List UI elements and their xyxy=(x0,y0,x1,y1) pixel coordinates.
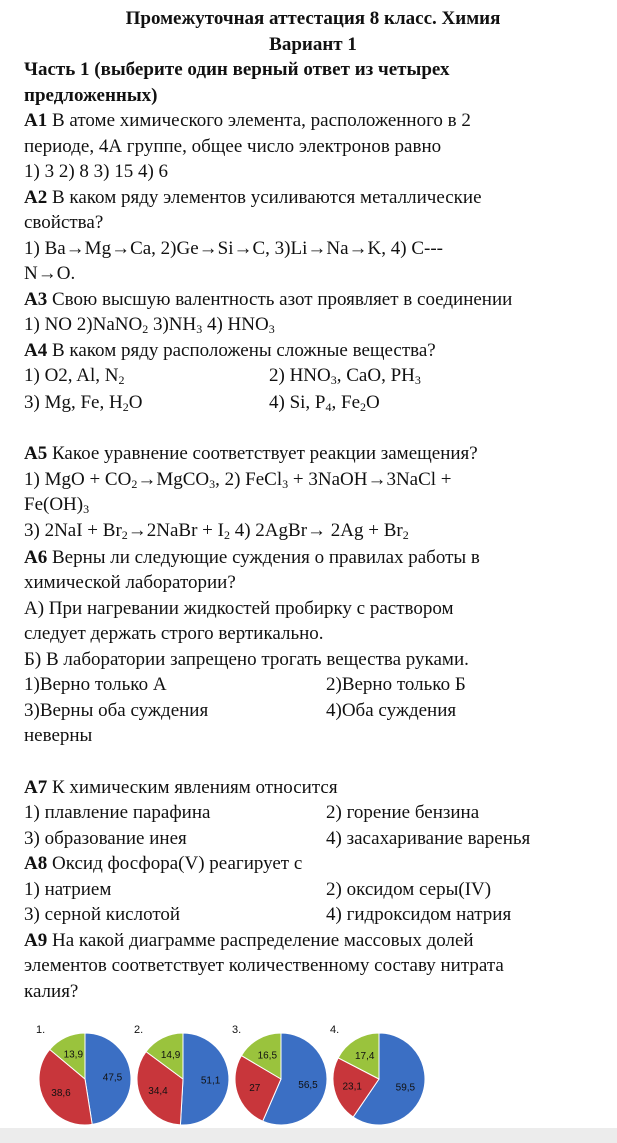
pie-chart-3 xyxy=(230,1024,328,1129)
question-a7 xyxy=(24,775,602,801)
question-a7-options-row1: 1) плавление парафина 2) горение бензина xyxy=(24,802,480,823)
part1-heading-line1: Часть 1 (выберите один верный ответ из четырех xyxy=(24,59,450,80)
pie-chart-number: 2. xyxy=(134,1024,144,1036)
worksheet xyxy=(24,6,602,1004)
question-a6-label: А6 xyxy=(24,546,48,568)
question-a3 xyxy=(24,287,602,313)
question-a7-text: К химическим явлениям относится xyxy=(47,776,338,798)
question-a8-options-row1: 1) натрием 2) оксидом серы(IV) xyxy=(24,878,492,900)
question-a8-label: А8 xyxy=(24,853,48,874)
variant-title: Вариант 1 xyxy=(269,33,357,55)
pie-data-label: 23,1 xyxy=(342,1081,362,1093)
pie-chart-number: 1. xyxy=(36,1024,46,1036)
question-a6 xyxy=(24,545,602,571)
question-a1-text: В атоме химического элемента, расположенного в 2 xyxy=(47,110,471,131)
option-1: 1) O2, Al, $N_2$ xyxy=(24,365,125,387)
footer-bar xyxy=(0,1128,617,1143)
question-a9 xyxy=(24,928,602,954)
question-a5 xyxy=(24,441,602,467)
question-a9-text-3: калия? xyxy=(24,980,79,1002)
pie-data-label: 16,5 xyxy=(257,1050,278,1062)
question-a7-label: А7 xyxy=(24,776,48,798)
question-a5-equation-2: 3) $2NaI + Br_2\to 2NaBr + I_2$ 4) 2AgBr→ $2Ag + Br_2$ xyxy=(24,519,409,542)
pie-data-label: 56,5 xyxy=(298,1080,318,1092)
question-a1-label: А1 xyxy=(24,110,48,131)
question-a5-text: Какое уравнение соответствует реакции замещения? xyxy=(47,443,478,464)
pie-data-label: 47,5 xyxy=(102,1072,123,1084)
pie-svg xyxy=(136,1032,230,1126)
question-a4 xyxy=(24,338,602,364)
question-a2-options-2: N→O. xyxy=(24,263,76,284)
question-a9-text-2: элементов соответствует количественному составу нитрата xyxy=(24,955,504,976)
question-a6-text: Верны ли следующие суждения о правилах работы в xyxy=(47,546,480,568)
question-a6-options-row2: 3)Верны оба суждения 4)Оба суждения xyxy=(24,699,457,721)
pie-chart-1 xyxy=(34,1024,132,1129)
question-a9-text: На какой диаграмме распределение массовых долей xyxy=(47,929,474,951)
question-a5-equation-1-cont: $Fe(OH)_3$ xyxy=(24,494,90,516)
pie-svg xyxy=(38,1032,132,1126)
question-a6-text-2: химической лаборатории? xyxy=(24,572,236,593)
question-a5-label: А5 xyxy=(24,443,48,464)
question-a8-text: Оксид фосфора(V) реагирует с xyxy=(47,853,303,874)
pie-charts xyxy=(34,1024,434,1129)
question-a1 xyxy=(24,108,602,134)
question-a4-options-row1 xyxy=(24,363,602,390)
pie-svg xyxy=(234,1032,328,1126)
question-a1-text-2: периоде, 4А группе, общее число электронов равно xyxy=(24,135,442,157)
option-2: 2) $HNO_3$, CaO, $PH_3$ xyxy=(269,365,421,387)
question-a4-options-row2 xyxy=(24,390,602,417)
question-a2-text: В каком ряду элементов усиливаются металлические xyxy=(47,186,482,208)
question-a6-statement-b: Б) В лаборатории запрещено трогать вещества руками. xyxy=(24,648,469,670)
question-a7-options-row2: 3) образование инея 4) засахаривание варенья xyxy=(24,827,531,849)
question-a8 xyxy=(24,851,602,877)
pie-chart-number: 4. xyxy=(330,1024,340,1036)
option-4: 4) Si, $P_4$, $Fe_2O$ xyxy=(269,392,380,414)
pie-chart-2 xyxy=(132,1024,230,1129)
question-a5-equation-1: 1) MgO + $CO_2\to MgCO_3$, 2) FeCl$_3$ + 3NaOH→3NaCl + xyxy=(24,468,452,491)
pie-data-label: 51,1 xyxy=(200,1075,221,1087)
question-a2-options: 1) Ba→Mg→Ca, 2)Ge→Si→C, 3)Li→Na→K, 4) C--- xyxy=(24,237,444,259)
pie-data-label: 27 xyxy=(249,1083,261,1094)
question-a3-label: А3 xyxy=(24,288,48,310)
pie-data-label: 14,9 xyxy=(160,1049,181,1061)
question-a2-label: А2 xyxy=(24,186,48,208)
question-a3-text: Свою высшую валентность азот проявляет в соединении xyxy=(47,288,513,310)
question-a1-options: 1) 3 2) 8 3) 15 4) 6 xyxy=(24,161,169,182)
question-a4-label: А4 xyxy=(24,339,48,361)
pie-data-label: 38,6 xyxy=(51,1088,71,1100)
pie-data-label: 13,9 xyxy=(63,1049,84,1061)
page-title: Промежуточная аттестация 8 класс. Химия xyxy=(125,8,501,29)
question-a9-label: А9 xyxy=(24,929,48,951)
pie-data-label: 34,4 xyxy=(148,1086,168,1098)
question-a2 xyxy=(24,185,602,211)
pie-svg xyxy=(332,1032,426,1126)
question-a3-options: 1) NO 2)NaNO$_2$ $3)NH_3$ 4) $HNO_3$ xyxy=(24,314,275,336)
question-a6-options-row3: неверны xyxy=(24,725,93,746)
question-a6-statement-a-2: следует держать строго вертикально. xyxy=(24,623,324,644)
question-a6-options-row1: 1)Верно только А 2)Верно только Б xyxy=(24,674,466,695)
pie-chart-number: 3. xyxy=(232,1024,242,1036)
option-3: 3) Mg, Fe, $H_2O$ xyxy=(24,392,143,414)
pie-data-label: 59,5 xyxy=(395,1082,416,1094)
part1-heading-line2: предложенных) xyxy=(24,84,158,106)
pie-data-label: 17,4 xyxy=(354,1050,375,1062)
question-a2-text-2: свойства? xyxy=(24,212,104,233)
question-a8-options-row2: 3) серной кислотой 4) гидроксидом натрия xyxy=(24,904,512,925)
pie-chart-4 xyxy=(328,1024,426,1129)
question-a6-statement-a: А) При нагревании жидкостей пробирку с раствором xyxy=(24,597,454,619)
question-a4-text: В каком ряду расположены сложные вещества? xyxy=(47,339,436,361)
